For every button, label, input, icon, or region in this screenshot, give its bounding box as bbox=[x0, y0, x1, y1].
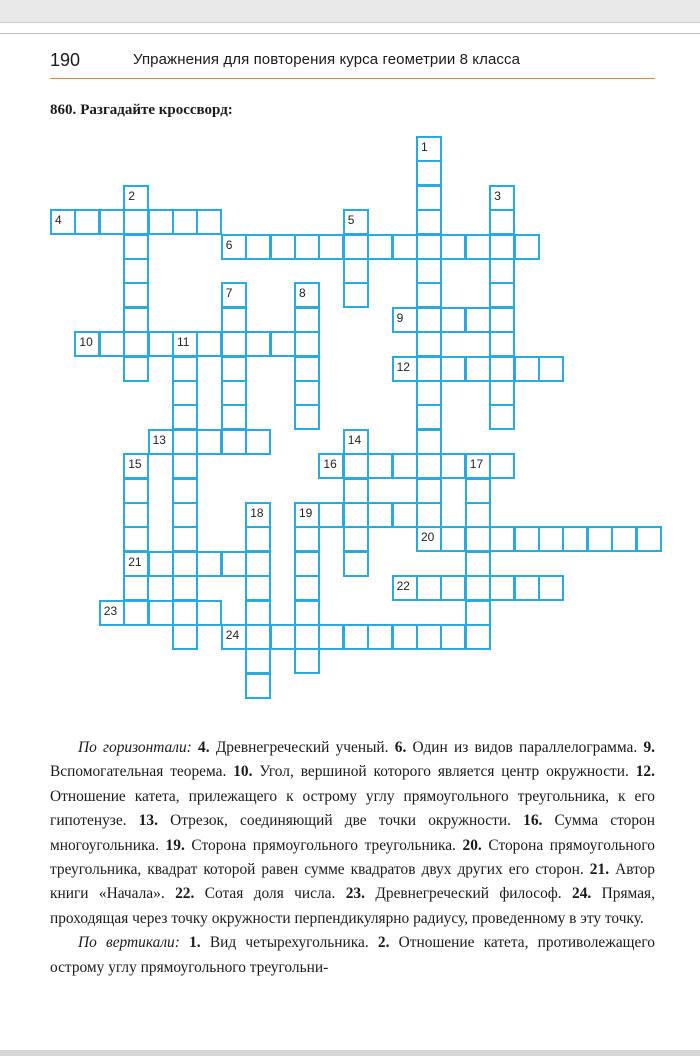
crossword-cell bbox=[99, 209, 125, 235]
crossword-cell bbox=[221, 551, 247, 577]
crossword-cell bbox=[416, 282, 442, 308]
clue-label: 13. bbox=[138, 812, 158, 830]
clue-label: 9. bbox=[643, 739, 655, 756]
crossword-cell bbox=[74, 209, 100, 235]
crossword-cell bbox=[489, 380, 515, 406]
down-clues bbox=[50, 931, 655, 980]
crossword-cell bbox=[367, 234, 393, 260]
crossword-cell bbox=[416, 258, 442, 284]
crossword-cell bbox=[318, 502, 344, 528]
clue-text: Сумма сторон многоугольника. bbox=[50, 812, 655, 854]
crossword-cell bbox=[245, 429, 271, 455]
crossword-cell bbox=[392, 453, 418, 479]
clue-label: 23. bbox=[345, 885, 365, 903]
crossword-cell bbox=[172, 624, 198, 650]
crossword-cell bbox=[489, 453, 515, 479]
clue-number-9: 9 bbox=[396, 310, 404, 325]
clue-text: Отношение катета, прилежащего к острому углу прямоугольного треугольника, к его гипотенузе. bbox=[50, 787, 655, 830]
clue-text: Сторона прямоугольного треугольника. bbox=[191, 836, 456, 854]
crossword-cell bbox=[489, 258, 515, 284]
crossword-cell bbox=[221, 404, 247, 430]
crossword-cell bbox=[172, 209, 198, 235]
crossword-cell bbox=[123, 282, 149, 308]
clue-label: 6. bbox=[394, 739, 407, 756]
crossword-cell bbox=[611, 526, 637, 552]
crossword-cell bbox=[294, 575, 320, 601]
clue-number-7: 7 bbox=[225, 286, 233, 301]
crossword-cell bbox=[221, 380, 247, 406]
crossword-cell bbox=[196, 209, 222, 235]
crossword-cell bbox=[465, 551, 491, 577]
clue-number-1: 1 bbox=[421, 140, 428, 154]
clue-label: 24. bbox=[572, 885, 592, 903]
crossword-cell bbox=[123, 185, 149, 211]
crossword-cell bbox=[416, 136, 442, 162]
clue-text: Древнегреческий ученый. bbox=[215, 739, 389, 756]
crossword-cell bbox=[367, 453, 393, 479]
crossword-cell bbox=[270, 331, 296, 357]
crossword-cell bbox=[245, 648, 271, 674]
clue-number-4: 4 bbox=[55, 213, 62, 228]
crossword-cell bbox=[245, 526, 271, 552]
crossword-cell bbox=[294, 526, 320, 552]
clue-number-12: 12 bbox=[396, 359, 410, 374]
crossword-cell bbox=[489, 209, 515, 235]
crossword-cell bbox=[172, 380, 198, 406]
crossword-cell bbox=[172, 453, 198, 479]
clue-label: 1. bbox=[189, 934, 201, 952]
crossword-cell bbox=[148, 551, 174, 577]
across-clues bbox=[50, 736, 655, 931]
crossword-cell bbox=[99, 331, 125, 357]
crossword-cell bbox=[343, 624, 369, 650]
crossword-cell bbox=[123, 356, 149, 382]
crossword-cell bbox=[270, 234, 296, 260]
crossword-cell bbox=[245, 234, 271, 260]
clue-text: Угол, вершиной которого является центр окружности. bbox=[259, 763, 629, 781]
crossword-cell bbox=[294, 234, 320, 260]
crossword-cell bbox=[538, 526, 564, 552]
clue-label: 21. bbox=[589, 861, 610, 879]
crossword-cell bbox=[148, 209, 174, 235]
crossword-cell bbox=[514, 234, 540, 260]
crossword-cell bbox=[416, 331, 442, 357]
crossword-cell bbox=[465, 502, 491, 528]
crossword-cell bbox=[123, 258, 149, 284]
crossword-cell bbox=[343, 209, 369, 235]
crossword-cell bbox=[245, 575, 271, 601]
crossword-cell bbox=[416, 209, 442, 235]
crossword-cell bbox=[465, 234, 491, 260]
across-heading: По горизонтали: bbox=[78, 739, 192, 756]
crossword-cell bbox=[489, 331, 515, 357]
crossword-cell bbox=[172, 356, 198, 382]
crossword-cell bbox=[416, 185, 442, 211]
crossword-cell bbox=[221, 331, 247, 357]
crossword-cell bbox=[440, 526, 466, 552]
crossword-cell bbox=[465, 356, 491, 382]
clue-label: 10. bbox=[233, 763, 253, 781]
crossword-cell bbox=[416, 478, 442, 504]
clue-label: 16. bbox=[523, 812, 543, 830]
clue-text: Сторона прямоугольного треугольника, квадрат которой равен сумме квадратов двух других его сторон. bbox=[50, 836, 655, 879]
crossword-cell bbox=[636, 526, 662, 552]
crossword-cell bbox=[392, 502, 418, 528]
crossword-cell bbox=[343, 258, 369, 284]
crossword-cell bbox=[465, 624, 491, 650]
clue-number-19: 19 bbox=[299, 506, 313, 520]
crossword-cell bbox=[221, 429, 247, 455]
crossword-cell bbox=[440, 575, 466, 601]
crossword-cell bbox=[196, 551, 222, 577]
crossword-cell bbox=[489, 404, 515, 430]
crossword-cell bbox=[343, 453, 369, 479]
clue-text: Отношение катета, противолежащего острому углу прямоугольного треугольни- bbox=[50, 934, 655, 976]
crossword-cell bbox=[343, 551, 369, 577]
crossword-cell bbox=[416, 624, 442, 650]
crossword-cell bbox=[123, 526, 149, 552]
crossword-cell bbox=[416, 380, 442, 406]
crossword-cell bbox=[123, 209, 149, 235]
crossword-cell bbox=[343, 234, 369, 260]
clue-label: 12. bbox=[635, 763, 655, 781]
crossword-cell bbox=[392, 624, 418, 650]
crossword-cell bbox=[50, 209, 76, 235]
crossword-cell bbox=[148, 331, 174, 357]
crossword-cell bbox=[367, 624, 393, 650]
clue-text: Один из видов параллелограмма. bbox=[412, 739, 638, 756]
crossword-cell bbox=[245, 600, 271, 626]
crossword-cell bbox=[465, 575, 491, 601]
crossword-cell bbox=[221, 307, 247, 333]
crossword-cell bbox=[343, 282, 369, 308]
crossword-cell bbox=[465, 478, 491, 504]
crossword-cell bbox=[294, 331, 320, 357]
crossword-cell bbox=[221, 356, 247, 382]
crossword-cell bbox=[416, 160, 442, 186]
clue-number-17: 17 bbox=[469, 457, 484, 472]
crossword-cell bbox=[489, 282, 515, 308]
clue-number-21: 21 bbox=[128, 554, 142, 569]
crossword-cell bbox=[172, 551, 198, 577]
clue-number-16: 16 bbox=[323, 457, 337, 472]
crossword-cell bbox=[123, 331, 149, 357]
crossword-cell bbox=[294, 307, 320, 333]
crossword-cell bbox=[294, 648, 320, 674]
crossword-cell bbox=[562, 526, 588, 552]
crossword-cell bbox=[392, 307, 418, 333]
clue-number-20: 20 bbox=[421, 530, 435, 545]
crossword-cell bbox=[196, 429, 222, 455]
crossword-cell bbox=[440, 453, 466, 479]
crossword-cell bbox=[465, 526, 491, 552]
crossword-cell bbox=[343, 526, 369, 552]
clue-number-2: 2 bbox=[128, 188, 135, 203]
clue-label: 4. bbox=[198, 739, 210, 756]
crossword-cell bbox=[245, 673, 271, 699]
crossword-cell bbox=[343, 502, 369, 528]
crossword-cell bbox=[221, 234, 247, 260]
crossword-cell bbox=[172, 404, 198, 430]
crossword-cell bbox=[294, 380, 320, 406]
clue-label: 2. bbox=[377, 934, 390, 952]
clue-number-6: 6 bbox=[225, 237, 233, 252]
crossword-cell bbox=[538, 575, 564, 601]
crossword-cell bbox=[489, 526, 515, 552]
crossword-cell bbox=[172, 478, 198, 504]
crossword-cell bbox=[270, 624, 296, 650]
crossword-cell bbox=[538, 356, 564, 382]
clue-number-8: 8 bbox=[299, 286, 306, 301]
clue-number-5: 5 bbox=[347, 213, 355, 228]
clue-label: 20. bbox=[462, 836, 482, 854]
clue-number-22: 22 bbox=[396, 579, 410, 594]
crossword-cell bbox=[294, 624, 320, 650]
clue-number-18: 18 bbox=[250, 506, 264, 520]
clue-number-14: 14 bbox=[347, 432, 362, 447]
crossword-cell bbox=[416, 356, 442, 382]
crossword-cell bbox=[172, 502, 198, 528]
crossword-cell bbox=[489, 234, 515, 260]
crossword-cell bbox=[294, 356, 320, 382]
clue-number-11: 11 bbox=[177, 335, 190, 350]
crossword-cell bbox=[440, 356, 466, 382]
clue-number-24: 24 bbox=[225, 628, 240, 642]
clues-block bbox=[50, 736, 655, 980]
clue-text: Прямая, проходящая через точку окружности перпендикулярно радиусу, проведенному в эту точку. bbox=[50, 885, 655, 927]
crossword-cell bbox=[196, 331, 222, 357]
crossword-cell bbox=[514, 526, 540, 552]
crossword-cell bbox=[196, 600, 222, 626]
crossword-cell bbox=[172, 575, 198, 601]
clue-number-15: 15 bbox=[128, 457, 142, 472]
clue-number-3: 3 bbox=[494, 188, 501, 203]
clue-label: 19. bbox=[165, 836, 185, 854]
crossword-cell bbox=[416, 307, 442, 333]
clue-text: Вид четырехугольника. bbox=[209, 934, 369, 952]
crossword-cell bbox=[489, 575, 515, 601]
exercise-instruction: Разгадайте кроссворд: bbox=[80, 102, 233, 118]
crossword-cell bbox=[514, 356, 540, 382]
crossword-cell bbox=[123, 478, 149, 504]
crossword-cell bbox=[416, 453, 442, 479]
clue-text: Древнегреческий философ. bbox=[375, 885, 562, 903]
clue-text: Сотая доля числа. bbox=[204, 885, 336, 903]
crossword-cell bbox=[367, 502, 393, 528]
crossword-cell bbox=[294, 551, 320, 577]
crossword-cell bbox=[172, 600, 198, 626]
crossword-cell bbox=[245, 624, 271, 650]
clue-number-23: 23 bbox=[103, 603, 118, 618]
crossword-cell bbox=[245, 331, 271, 357]
crossword-cell bbox=[343, 478, 369, 504]
crossword-cell bbox=[123, 575, 149, 601]
crossword-cell bbox=[148, 600, 174, 626]
crossword-cell bbox=[123, 600, 149, 626]
crossword-cell bbox=[440, 234, 466, 260]
crossword-cell bbox=[172, 429, 198, 455]
crossword-cell bbox=[465, 307, 491, 333]
crossword-cell bbox=[392, 234, 418, 260]
crossword-cell bbox=[465, 600, 491, 626]
crossword-cell bbox=[318, 624, 344, 650]
crossword-cell bbox=[123, 234, 149, 260]
crossword-cell bbox=[489, 356, 515, 382]
crossword-cell bbox=[294, 600, 320, 626]
crossword-cell bbox=[440, 624, 466, 650]
exercise-number: 860. bbox=[50, 102, 77, 118]
crossword-cell bbox=[294, 404, 320, 430]
crossword-cell bbox=[172, 526, 198, 552]
crossword-cell bbox=[587, 526, 613, 552]
clue-text: Отрезок, соединяющий две точки окружности. bbox=[170, 812, 511, 830]
crossword-cell bbox=[123, 307, 149, 333]
down-heading: По вертикали: bbox=[78, 934, 180, 952]
viewer-bottom-band bbox=[0, 1050, 700, 1056]
crossword-cell bbox=[416, 575, 442, 601]
crossword-cell bbox=[245, 551, 271, 577]
crossword-cell bbox=[416, 234, 442, 260]
crossword-cell bbox=[440, 307, 466, 333]
crossword-cell bbox=[489, 185, 515, 211]
clue-label: 22. bbox=[175, 885, 195, 903]
crossword-cell bbox=[416, 502, 442, 528]
clue-text: Вспомогательная теорема. bbox=[50, 763, 227, 781]
clue-text: Автор книги «Начала». bbox=[50, 861, 655, 903]
crossword-cell bbox=[123, 502, 149, 528]
page-number: 190 bbox=[50, 50, 81, 70]
crossword-cell bbox=[489, 307, 515, 333]
running-title: Упражнения для повторения курса геометрии 8 класса bbox=[133, 51, 521, 68]
clue-number-10: 10 bbox=[79, 335, 93, 350]
crossword-cell bbox=[416, 429, 442, 455]
clue-number-13: 13 bbox=[152, 432, 166, 447]
crossword-cell bbox=[416, 404, 442, 430]
crossword-cell bbox=[514, 575, 540, 601]
crossword-cell bbox=[318, 234, 344, 260]
crossword-cell bbox=[221, 282, 247, 308]
crossword-cell bbox=[294, 282, 320, 308]
